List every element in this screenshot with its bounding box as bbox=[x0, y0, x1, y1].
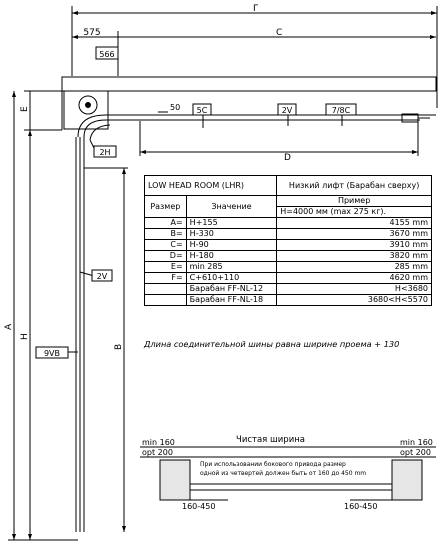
cell-value: H-180 bbox=[186, 251, 277, 262]
cell-size: E= bbox=[145, 262, 187, 273]
label-g: Г bbox=[253, 4, 259, 14]
dimension-table bbox=[144, 175, 432, 306]
cell-value: Барабан FF-NL-18 bbox=[186, 295, 277, 306]
range-right: 160-450 bbox=[344, 502, 378, 511]
table-row bbox=[145, 251, 432, 262]
cell-size: F= bbox=[145, 273, 187, 284]
range-left: 160-450 bbox=[182, 502, 216, 511]
cell-size bbox=[145, 295, 187, 306]
table-row bbox=[145, 295, 432, 306]
tag-566: 566 bbox=[99, 50, 115, 59]
table-row bbox=[145, 229, 432, 240]
tag-78c: 7/8C bbox=[331, 106, 351, 115]
cell-value: H+155 bbox=[186, 218, 277, 229]
table-title: LOW HEAD ROOM (LHR) bbox=[145, 176, 277, 196]
label-d: D bbox=[284, 153, 291, 163]
cell-example: 285 mm bbox=[277, 262, 432, 273]
example-note: H=4000 мм (max 275 кг). bbox=[277, 207, 432, 218]
rail-length-note: Длина соединительной шины равна ширине проема + 130 bbox=[144, 339, 400, 349]
cell-size: C= bbox=[145, 240, 187, 251]
section-hint-2: одной из четвертей должен быть от 160 до 450 mm bbox=[200, 470, 367, 477]
cell-example: 3680<H<5570 bbox=[277, 295, 432, 306]
cell-size: B= bbox=[145, 229, 187, 240]
tag-2v: 2V bbox=[281, 106, 293, 115]
min-left: min 160 bbox=[142, 438, 175, 447]
label-50: 50 bbox=[170, 103, 181, 112]
table-header-row bbox=[145, 196, 432, 207]
section-title: Чистая ширина bbox=[236, 435, 305, 445]
cell-size bbox=[145, 284, 187, 295]
track-curve-guide bbox=[90, 125, 110, 140]
label-575: 575 bbox=[83, 28, 101, 38]
drum-axle bbox=[86, 103, 91, 108]
wall-right-section bbox=[392, 460, 422, 500]
cell-size: D= bbox=[145, 251, 187, 262]
table-title-row bbox=[145, 176, 432, 196]
door-panel bbox=[190, 484, 392, 490]
cell-value: Барабан FF-NL-12 bbox=[186, 284, 277, 295]
tag-2v-side: 2V bbox=[96, 272, 108, 281]
table-row bbox=[145, 273, 432, 284]
table-row bbox=[145, 218, 432, 229]
col-value: Значение bbox=[186, 196, 277, 218]
table-row bbox=[145, 240, 432, 251]
tag-2h: 2H bbox=[99, 148, 111, 157]
wall-left-section bbox=[160, 460, 190, 500]
label-h: H bbox=[20, 333, 30, 340]
table-row bbox=[145, 262, 432, 273]
opt-right: opt 200 bbox=[400, 448, 431, 457]
min-right: min 160 bbox=[400, 438, 433, 447]
tag-5c: 5C bbox=[196, 106, 208, 115]
cell-value: H-90 bbox=[186, 240, 277, 251]
label-a: A bbox=[4, 323, 14, 330]
table-row bbox=[145, 284, 432, 295]
tag-9vb: 9VB bbox=[43, 349, 61, 358]
label-b: B bbox=[114, 343, 124, 350]
section-hint-1: При использовании бокового привода размер bbox=[200, 461, 346, 468]
col-size: Размер bbox=[145, 196, 187, 218]
label-c: C bbox=[276, 28, 283, 38]
cell-example: H<3680 bbox=[277, 284, 432, 295]
cell-example: 3670 mm bbox=[277, 229, 432, 240]
header-beam bbox=[62, 77, 436, 91]
cell-example: 4155 mm bbox=[277, 218, 432, 229]
cell-example: 4620 mm bbox=[277, 273, 432, 284]
cell-value: C+610+110 bbox=[186, 273, 277, 284]
cell-value: min 285 bbox=[186, 262, 277, 273]
cell-example: 3910 mm bbox=[277, 240, 432, 251]
opt-left: opt 200 bbox=[142, 448, 173, 457]
cell-size: A= bbox=[145, 218, 187, 229]
table-title-ru: Низкий лифт (Барабан сверху) bbox=[277, 176, 432, 196]
label-e: E bbox=[20, 106, 30, 112]
cell-value: H-330 bbox=[186, 229, 277, 240]
col-example: Пример bbox=[277, 196, 432, 207]
cell-example: 3820 mm bbox=[277, 251, 432, 262]
